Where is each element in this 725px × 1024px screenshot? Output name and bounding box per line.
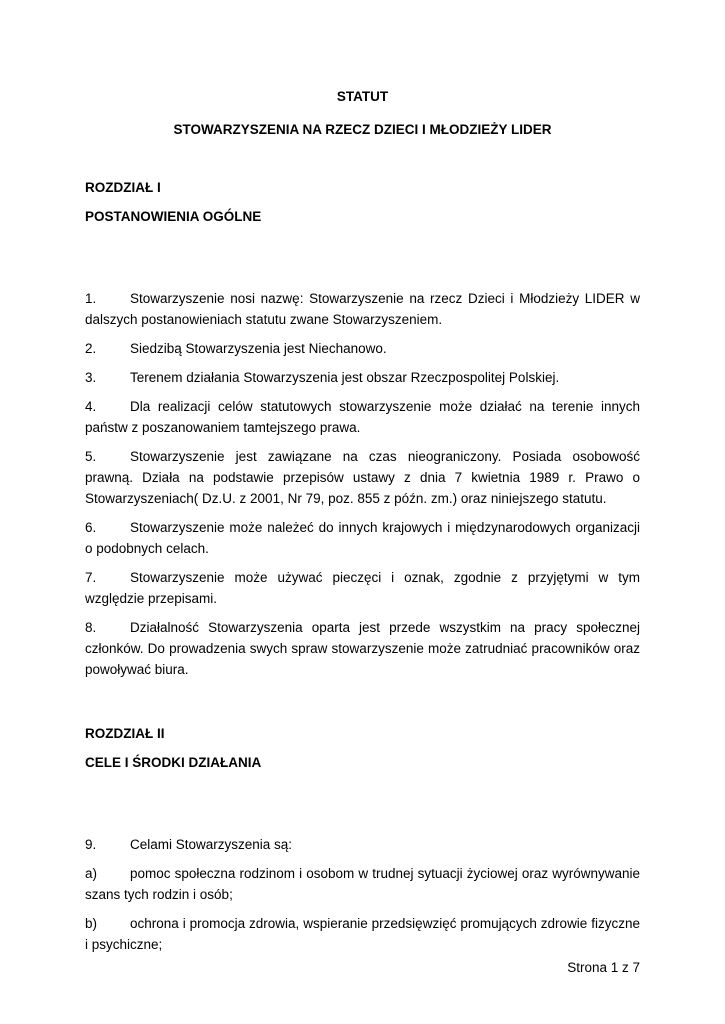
paragraph-item	[85, 396, 640, 438]
paragraph-text: ochrona i promocja zdrowia, wspieranie przedsięwzięć promujących zdrowie fizyczne i psychiczne;	[85, 916, 640, 952]
document-title: STATUT	[336, 89, 389, 104]
paragraph-text: Stowarzyszenie może należeć do innych krajowych i międzynarodowych organizacji o podobnych celach.	[85, 520, 640, 556]
paragraph-number: 5.	[85, 449, 97, 464]
paragraph-text: pomoc społeczna rodzinom i osobom w trudnej sytuacji życiowej oraz wyrównywanie szans tych rodzin i osób;	[85, 866, 640, 902]
paragraph-number: 3.	[85, 370, 97, 385]
paragraph-text: Stowarzyszenie jest zawiązane na czas nieograniczony. Posiada osobowość prawną. Działa na podstawie przepisów ustawy z dnia 7 kwietnia 1989 r. Prawo o Stowarzyszeniach( Dz.U. z 2001, Nr 79, poz. 855 z późn. zm.) oraz niniejszego statutu.	[85, 449, 640, 506]
paragraph-number: 4.	[85, 399, 97, 414]
chapter-1	[85, 177, 640, 680]
paragraph-item	[85, 338, 640, 359]
paragraph-number: b)	[85, 916, 98, 931]
paragraph-item	[85, 288, 640, 330]
section-break	[85, 688, 640, 723]
paragraph-item	[85, 913, 640, 955]
page-number-footer: Strona 1 z 7	[567, 960, 640, 975]
paragraph-number: 2.	[85, 341, 97, 356]
chapter-1-heading: ROZDZIAŁ I	[85, 180, 161, 195]
paragraph-text: Dla realizacji celów statutowych stowarzyszenie może działać na terenie innych państw z poszanowaniem tamtejszego prawa.	[85, 399, 640, 435]
chapter-1-subheading: POSTANOWIENIA OGÓLNE	[85, 209, 262, 224]
paragraph-text: Stowarzyszenie nosi nazwę: Stowarzyszenie na rzecz Dzieci i Młodzieży LIDER w dalszych postanowieniach statutu zwane Stowarzyszeniem.	[85, 291, 640, 327]
paragraph-item	[85, 367, 640, 388]
paragraph-item	[85, 863, 640, 905]
chapter-2-subheading: CELE I ŚRODKI DZIAŁANIA	[85, 755, 262, 770]
paragraph-text: Działalność Stowarzyszenia oparta jest przede wszystkim na pracy społecznej członków. Do prowadzenia swych spraw stowarzyszenie może zatrudniać pracowników oraz powoływać biura.	[85, 620, 640, 677]
chapter-2	[85, 723, 640, 955]
paragraph-item	[85, 567, 640, 609]
paragraph-item	[85, 617, 640, 680]
paragraph-item	[85, 834, 640, 855]
paragraph-number: a)	[85, 866, 98, 881]
paragraph-number: 7.	[85, 570, 97, 585]
paragraph-text: Celami Stowarzyszenia są:	[130, 837, 293, 852]
paragraph-text: Terenem działania Stowarzyszenia jest obszar Rzeczpospolitej Polskiej.	[130, 370, 560, 385]
paragraph-text: Stowarzyszenie może używać pieczęci i oznak, zgodnie z przyjętymi w tym względzie przepisami.	[85, 570, 640, 606]
paragraph-text: Siedzibą Stowarzyszenia jest Niechanowo.	[130, 341, 387, 356]
chapter-2-heading: ROZDZIAŁ II	[85, 726, 165, 741]
paragraph-number: 6.	[85, 520, 97, 535]
paragraph-number: 8.	[85, 620, 97, 635]
paragraph-item	[85, 446, 640, 509]
paragraph-item	[85, 517, 640, 559]
paragraph-number: 1.	[85, 291, 97, 306]
paragraph-number: 9.	[85, 837, 97, 852]
document-subtitle: STOWARZYSZENIA NA RZECZ DZIECI I MŁODZIEŻY LIDER	[173, 122, 552, 137]
